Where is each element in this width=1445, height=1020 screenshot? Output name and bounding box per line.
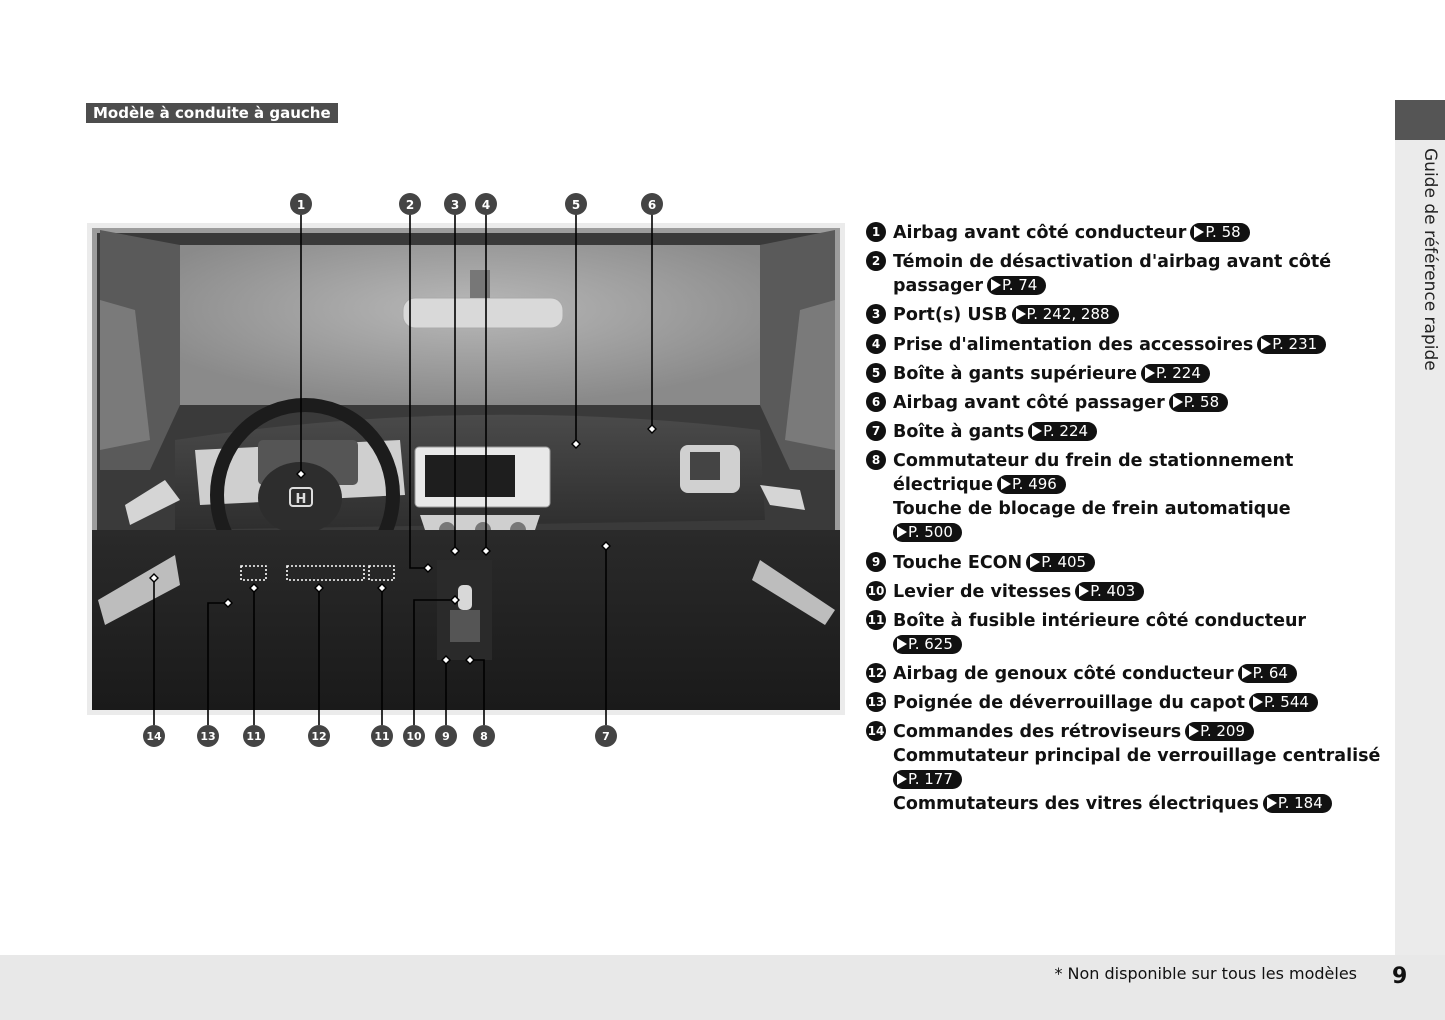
page-ref-link[interactable]: P. 544 bbox=[1249, 693, 1318, 712]
legend-item-1 bbox=[866, 221, 1386, 245]
arrow-right-icon bbox=[1032, 425, 1042, 437]
callout-11-right: 11 bbox=[374, 730, 390, 743]
legend-text: Boîte à gants bbox=[893, 422, 1025, 443]
legend-item-14 bbox=[866, 720, 1386, 816]
legend-item-3 bbox=[866, 303, 1386, 327]
page-ref-link[interactable]: P. 231 bbox=[1257, 335, 1326, 354]
arrow-right-icon bbox=[1189, 725, 1199, 737]
legend-number: 9 bbox=[866, 552, 886, 572]
legend-text: Airbag avant côté conducteur bbox=[893, 223, 1187, 243]
footnote: * Non disponible sur tous les modèles bbox=[1054, 964, 1357, 983]
arrow-right-icon bbox=[1079, 585, 1089, 597]
legend-text: Airbag avant côté passager bbox=[893, 392, 1165, 413]
callout-4: 4 bbox=[481, 198, 491, 212]
legend-number: 14 bbox=[866, 721, 886, 741]
arrow-right-icon bbox=[1001, 478, 1011, 490]
page-ref-link[interactable]: P. 500 bbox=[893, 523, 962, 542]
legend-number: 2 bbox=[866, 251, 886, 271]
legend-text-cont: passager bbox=[893, 276, 984, 297]
legend-subtext: Touche de blocage de frein automatique bbox=[893, 499, 1291, 520]
callout-numbers-bottom bbox=[143, 725, 617, 747]
page-ref-link[interactable]: P. 224 bbox=[1028, 422, 1097, 441]
legend-text: Poignée de déverrouillage du capot bbox=[893, 693, 1246, 714]
arrow-right-icon bbox=[897, 526, 907, 538]
legend-subtext: Commutateur principal de verrouillage centralisé bbox=[893, 746, 1381, 767]
page-ref-link[interactable]: P. 177 bbox=[893, 770, 962, 789]
arrow-right-icon bbox=[1253, 696, 1263, 708]
page-ref-link[interactable]: P. 403 bbox=[1075, 582, 1144, 601]
legend-text: Airbag de genoux côté conducteur bbox=[893, 664, 1234, 685]
legend-text: Commutateur du frein de stationnement bbox=[893, 451, 1294, 472]
page-number: 9 bbox=[1392, 964, 1408, 989]
legend-item-6 bbox=[866, 391, 1386, 415]
legend-text: Prise d'alimentation des accessoires bbox=[893, 334, 1254, 355]
side-tab-label[interactable]: Guide de référence rapide bbox=[1420, 148, 1440, 371]
callout-10: 10 bbox=[406, 730, 422, 743]
legend-item-2 bbox=[866, 250, 1386, 298]
gear-lever bbox=[458, 585, 472, 610]
arrow-right-icon bbox=[1145, 367, 1155, 379]
legend-number: 1 bbox=[866, 222, 886, 242]
callout-7: 7 bbox=[602, 730, 610, 743]
legend-number: 13 bbox=[866, 692, 886, 712]
legend-text: Touche ECON bbox=[893, 552, 1023, 573]
callout-1: 1 bbox=[296, 198, 306, 212]
callout-13: 13 bbox=[200, 730, 216, 743]
arrow-right-icon bbox=[1242, 667, 1252, 679]
page-ref-link[interactable]: P. 74 bbox=[987, 276, 1046, 295]
arrow-right-icon bbox=[1173, 396, 1183, 408]
legend-number: 4 bbox=[866, 334, 886, 354]
legend-text: Port(s) USB bbox=[893, 305, 1008, 326]
legend-number: 7 bbox=[866, 421, 886, 441]
page-ref-link[interactable]: P. 405 bbox=[1026, 553, 1095, 572]
legend-item-5 bbox=[866, 362, 1386, 386]
legend-number: 8 bbox=[866, 450, 886, 470]
legend-number: 12 bbox=[866, 663, 886, 683]
callout-14: 14 bbox=[146, 730, 162, 743]
page-ref-link[interactable]: P. 58 bbox=[1169, 393, 1228, 412]
dashboard-diagram bbox=[0, 180, 860, 770]
page-ref-link[interactable]: P. 209 bbox=[1185, 722, 1254, 741]
legend-number: 10 bbox=[866, 581, 886, 601]
legend-item-7 bbox=[866, 420, 1386, 444]
legend-number: 5 bbox=[866, 363, 886, 383]
side-tab-marker bbox=[1395, 100, 1445, 140]
page-ref-link[interactable]: P. 58 bbox=[1190, 223, 1249, 242]
callout-11-left: 11 bbox=[246, 730, 262, 743]
legend-item-12 bbox=[866, 662, 1386, 686]
legend-number: 3 bbox=[866, 304, 886, 324]
legend-item-9 bbox=[866, 551, 1386, 575]
callout-2: 2 bbox=[405, 198, 415, 212]
svg-text:H: H bbox=[295, 492, 307, 507]
page-ref-link[interactable]: P. 64 bbox=[1238, 664, 1297, 683]
arrow-right-icon bbox=[897, 773, 907, 785]
page-ref-link[interactable]: P. 496 bbox=[997, 475, 1066, 494]
arrow-right-icon bbox=[1016, 308, 1026, 320]
arrow-right-icon bbox=[1267, 797, 1277, 809]
cabin-photo bbox=[92, 228, 840, 710]
arrow-right-icon bbox=[897, 638, 907, 650]
section-header-label: Modèle à conduite à gauche bbox=[86, 103, 338, 123]
callout-6: 6 bbox=[647, 198, 657, 212]
callout-8: 8 bbox=[480, 730, 488, 743]
page-ref-link[interactable]: P. 184 bbox=[1263, 794, 1332, 813]
legend-text: Boîte à fusible intérieure côté conducteur bbox=[893, 610, 1307, 631]
legend-number: 6 bbox=[866, 392, 886, 412]
legend-subtext: Commutateurs des vitres électriques bbox=[893, 794, 1259, 815]
legend-text: Boîte à gants supérieure bbox=[893, 363, 1137, 384]
callout-numbers-top bbox=[290, 193, 663, 215]
arrow-right-icon bbox=[991, 279, 1001, 291]
callout-5: 5 bbox=[571, 198, 581, 212]
legend-list bbox=[866, 221, 1386, 822]
legend-item-10 bbox=[866, 580, 1386, 604]
arrow-right-icon bbox=[1030, 556, 1040, 568]
legend-item-4 bbox=[866, 333, 1386, 357]
callout-3: 3 bbox=[450, 198, 460, 212]
page-ref-link[interactable]: P. 242, 288 bbox=[1012, 305, 1119, 324]
legend-text: Témoin de désactivation d'airbag avant côté bbox=[893, 252, 1332, 273]
legend-item-11 bbox=[866, 609, 1386, 657]
page-ref-link[interactable]: P. 224 bbox=[1141, 364, 1210, 383]
arrow-right-icon bbox=[1194, 226, 1204, 238]
page-ref-link[interactable]: P. 625 bbox=[893, 635, 962, 654]
legend-text: Commandes des rétroviseurs bbox=[893, 722, 1182, 743]
legend-text-cont: électrique bbox=[893, 475, 993, 496]
legend-text: Levier de vitesses bbox=[893, 581, 1072, 602]
arrow-right-icon bbox=[1261, 338, 1271, 350]
legend-item-13 bbox=[866, 691, 1386, 715]
legend-number: 11 bbox=[866, 610, 886, 630]
callout-9: 9 bbox=[442, 730, 450, 743]
rearview-mirror bbox=[403, 298, 563, 328]
callout-12: 12 bbox=[311, 730, 327, 743]
legend-item-8 bbox=[866, 449, 1386, 545]
